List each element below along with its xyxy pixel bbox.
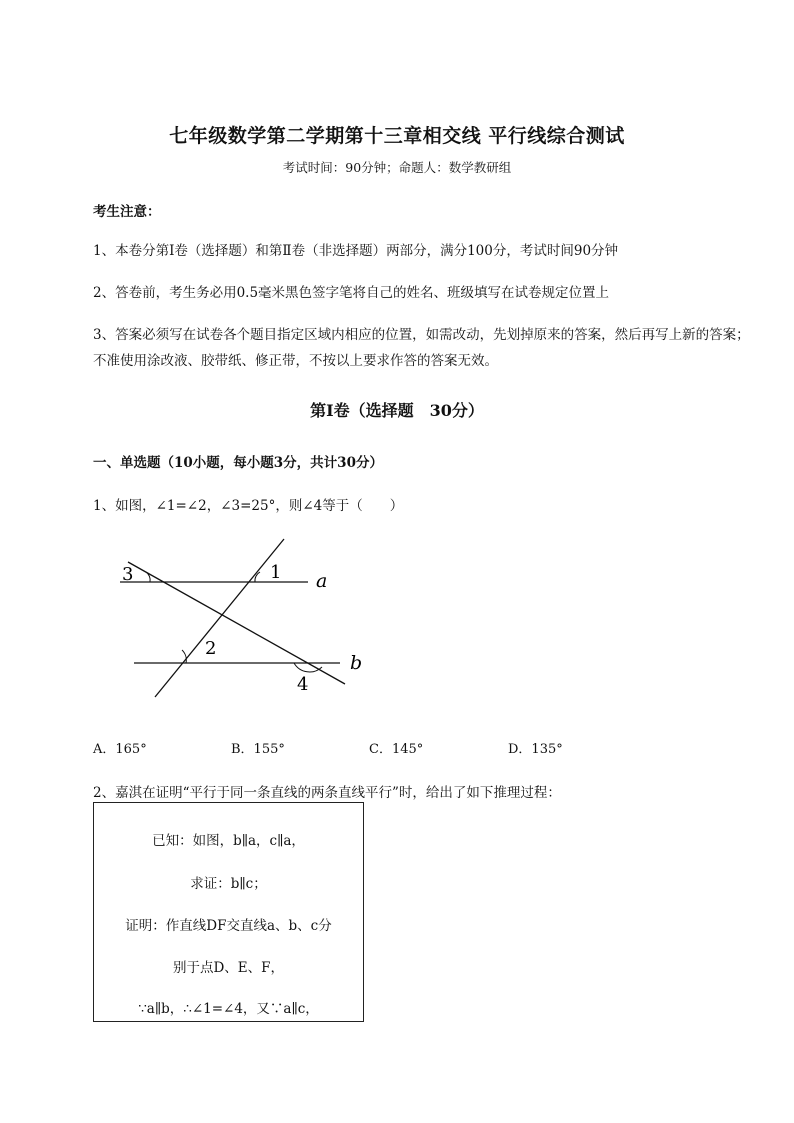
proof-line-2: 求证：b∥c； xyxy=(190,876,267,892)
question-1-figure xyxy=(112,536,362,706)
exam-info: 考试时间：90分钟；命题人：数学教研组 xyxy=(282,160,512,175)
option-a[interactable]: A．165° xyxy=(93,742,147,757)
label-angle-1: 1 xyxy=(270,562,282,583)
option-c[interactable]: C．145° xyxy=(369,742,424,757)
option-b[interactable]: B．155° xyxy=(231,742,285,757)
proof-line-5: ∵a∥b，∴∠1=∠4，又∵a∥c， xyxy=(138,1001,319,1017)
notice-heading: 考生注意： xyxy=(93,204,161,220)
option-d[interactable]: D．135° xyxy=(508,742,563,757)
transversal-2 xyxy=(155,539,284,697)
label-angle-3: 3 xyxy=(122,564,134,585)
proof-line-3: 证明：作直线DF交直线a、b、c分 xyxy=(125,918,332,934)
transversal-1 xyxy=(128,562,345,684)
notice-item-2: 2、答卷前，考生务必用0.5毫米黑色签字笔将自己的姓名、班级填写在试卷规定位置上 xyxy=(93,285,610,301)
proof-line-1: 已知：如图，b∥a，c∥a， xyxy=(152,833,305,849)
section-title: 第Ⅰ卷（选择题 30分） xyxy=(310,401,484,420)
angle-4-arc xyxy=(294,663,322,672)
notice-item-3: 3、答案必须写在试卷各个题目指定区域内相应的位置，如需改动，先划掉原来的答案，然后再写上新的答案；不准使用涂改液、胶带纸、修正带，不按以上要求作答的答案无效。 xyxy=(93,327,750,369)
proof-box xyxy=(93,802,364,1022)
label-angle-4: 4 xyxy=(297,674,309,695)
document-title: 七年级数学第二学期第十三章相交线 平行线综合测试 xyxy=(169,125,625,147)
proof-line-4: 别于点D、E、F， xyxy=(172,960,285,976)
label-angle-2: 2 xyxy=(205,638,217,659)
label-line-a: a xyxy=(316,570,328,592)
part-heading: 一、单选题（10小题，每小题3分，共计30分） xyxy=(93,455,383,471)
label-line-b: b xyxy=(350,652,362,674)
question-2-stem: 2、嘉淇在证明“平行于同一条直线的两条直线平行”时，给出了如下推理过程： xyxy=(93,785,561,801)
notice-item-1: 1、本卷分第Ⅰ卷（选择题）和第Ⅱ卷（非选择题）两部分，满分100分，考试时间90分钟 xyxy=(93,243,619,259)
question-1-stem: 1、如图，∠1=∠2，∠3=25°，则∠4等于（ ） xyxy=(93,498,404,514)
